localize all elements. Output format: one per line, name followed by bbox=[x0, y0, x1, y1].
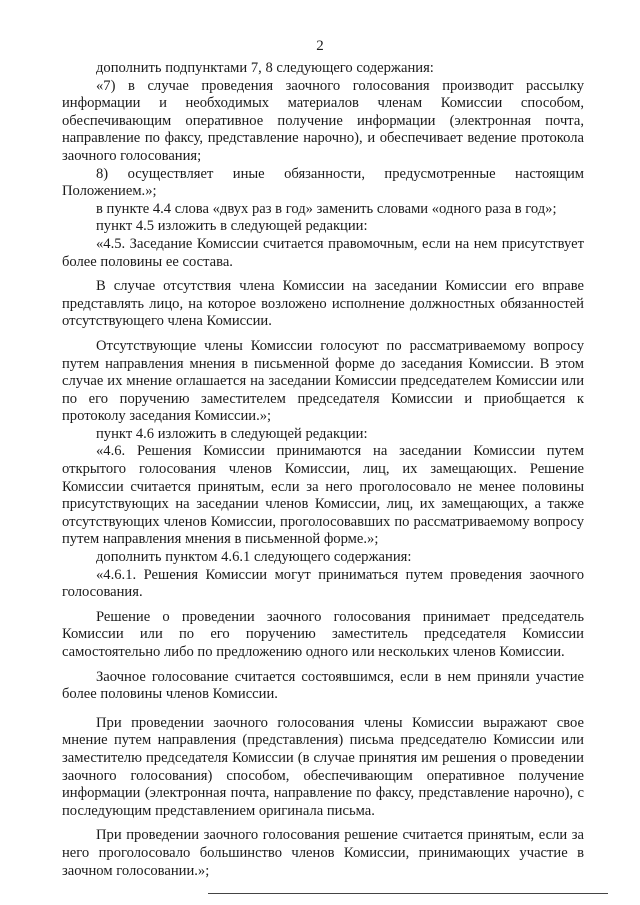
paragraph-decision-on-voting: Решение о проведении заочного голосования принимает председатель Комиссии или по его поручению заместитель председателя Комиссии самостоятельно либо по предложению одного или нескольких членов Комиссии. bbox=[62, 608, 584, 660]
paragraph-item-4-6: «4.6. Решения Комиссии принимаются на заседании Комиссии путем открытого голосования членов Комиссии, лиц, их замещающих. Решение Комиссии считается принятым, если за него проголосовало не менее половины присутствующих на заседании членов Комиссии, лиц, их замещающих, а также отсутствующих членов Комиссии, проголосовавших по рассматриваемому вопросу путем направления мнения в письменной форме.»; bbox=[62, 443, 584, 548]
paragraph-subitem-8: 8) осуществляет иные обязанности, предусмотренные настоящим Положением.»; bbox=[62, 165, 584, 200]
paragraph-absent-voting: Отсутствующие члены Комиссии голосуют по рассматриваемому вопросу путем направления мнения в письменной форме до заседания Комиссии. В этом случае их мнение оглашается на заседании Комиссии председателем Комиссии или по его поручению заместителем председателя Комиссии и приобщается к протоколу заседания Комиссии.»; bbox=[62, 337, 584, 425]
paragraph-opinion-submission: При проведении заочного голосования члены Комиссии выражают свое мнение путем направления (представления) письма председателю Комиссии или заместителю председателя Комиссии (в случае принятия им решения о проведении заочного голосования) способом, обеспечивающим оперативное получение информации (электронная почта, направление по факсу, представление нарочно), с последующим представлением оригинала письма. bbox=[62, 714, 584, 819]
paragraph-decision-adopted: При проведении заочного голосования решение считается принятым, если за него проголосовало большинство членов Комиссии, принимающих участие в заочном голосовании.»; bbox=[62, 827, 584, 879]
bottom-rule bbox=[208, 893, 608, 894]
paragraph-item-4-5: «4.5. Заседание Комиссии считается правомочным, если на нем присутствует более половины ее состава. bbox=[62, 235, 584, 270]
paragraph-item-4-5-intro: пункт 4.5 изложить в следующей редакции: bbox=[96, 218, 368, 235]
paragraph-add-subitems: дополнить подпунктами 7, 8 следующего содержания: bbox=[96, 60, 434, 76]
paragraph-quorum: Заочное голосование считается состоявшимся, если в нем приняли участие более половины членов Комиссии. bbox=[62, 668, 584, 703]
document-body bbox=[62, 60, 584, 880]
page-number: 2 bbox=[316, 38, 324, 54]
paragraph-item-4-6-1: «4.6.1. Решения Комиссии могут приниматься путем проведения заочного голосования. bbox=[62, 566, 584, 601]
paragraph-absent-member: В случае отсутствия члена Комиссии на заседании Комиссии его вправе представлять лицо, на которое возложено исполнение должностных обязанностей отсутствующего члена Комиссии. bbox=[62, 278, 584, 330]
paragraph-subitem-7: «7) в случае проведения заочного голосования производит рассылку информации и необходимых материалов членам Комиссии способом, обеспечивающим оперативное получение информации (электронная почта, направление по факсу, представление нарочно), и обеспечивает ведение протокола заочного голосования; bbox=[62, 77, 584, 164]
paragraph-item-4-6-intro: пункт 4.6 изложить в следующей редакции: bbox=[96, 425, 368, 442]
paragraph-item-4-6-1-intro: дополнить пунктом 4.6.1 следующего содержания: bbox=[96, 549, 412, 566]
paragraph-item-4-4: в пункте 4.4 слова «двух раз в год» заменить словами «одного раза в год»; bbox=[96, 200, 557, 217]
